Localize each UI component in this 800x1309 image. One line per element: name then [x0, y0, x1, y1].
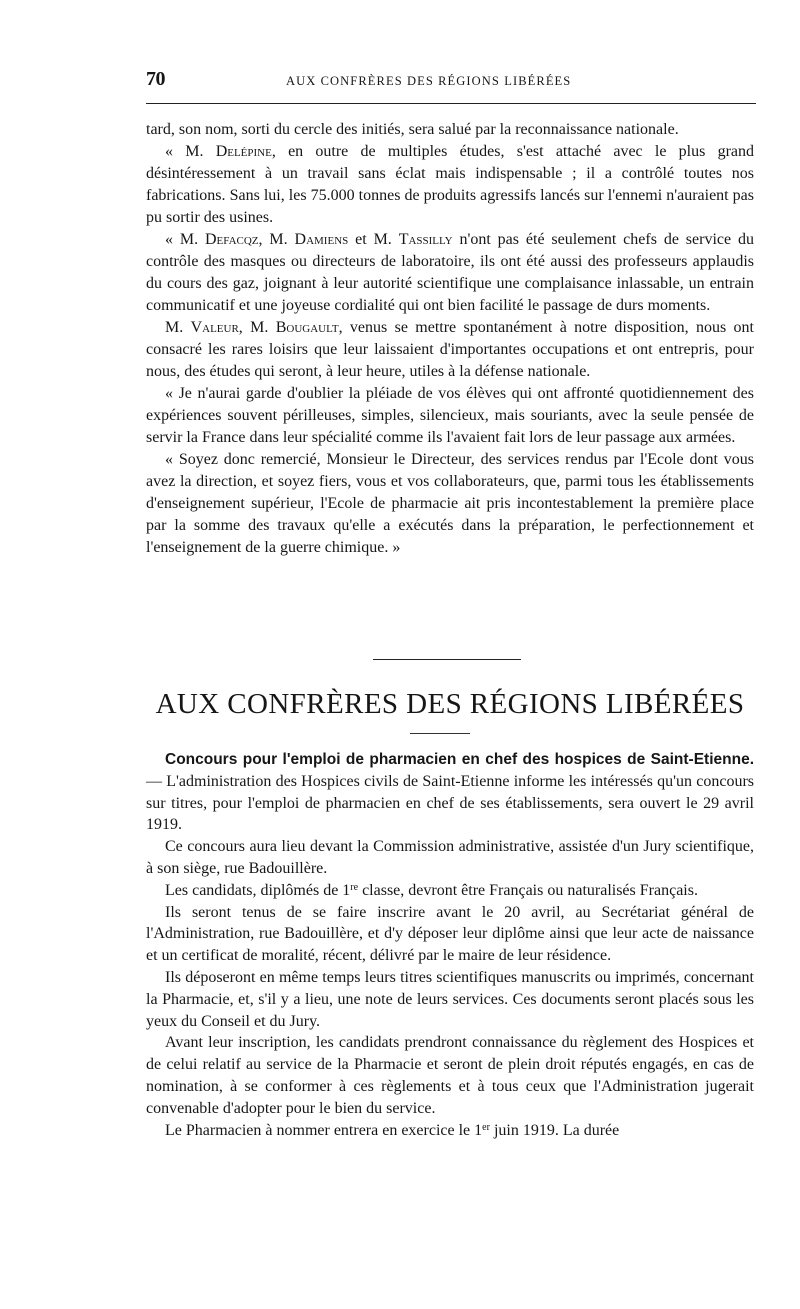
- paragraph-5: « Je n'aurai garde d'oublier la pléiade de vos élèves qui ont affronté quotidiennement des expériences souvent périlleuses, simples, silencieux, mais souriants, avec la seule pensée de servir la France dans leur spécialité comme ils l'avaient fait lors de leur passage aux armées.: [146, 385, 754, 446]
- body-text: [146, 119, 754, 559]
- section-paragraph-6: Avant leur inscription, les candidats prendront connaissance du règlement des Hospices et de celui relatif au service de la Pharmacie et seront de plein droit réputés engagés, en cas de nomination, à se conformer à ces règlements et à tous ceux que l'Administration jugerait convenable d'adopter pour le bien du service.: [146, 1034, 754, 1117]
- section-separator: [373, 659, 521, 660]
- page-header: [146, 68, 756, 98]
- paragraph-3: « M. Defacqz, M. Damiens et M. Tassilly n'ont pas été seulement chefs de service du contrôle des masques ou directeurs de laboratoire, ils ont été aussi des professeurs applaudis du cours des gaz, joignant à leur autorité scientifique une complaisance inlassable, un entrain communicatif et une joyeuse cordialité qui ont bien facilité le passage de durs moments.: [146, 231, 754, 314]
- name-valeur: Valeur: [190, 319, 239, 336]
- section-paragraph-2: Ce concours aura lieu devant la Commission administrative, assistée d'un Jury scientifique, à son siège, rue Badouillère.: [146, 838, 754, 877]
- name-bougault: Bougault: [275, 319, 339, 336]
- header-rule: [146, 103, 756, 104]
- name-delepine: Delépine: [215, 143, 272, 160]
- paragraph-6: « Soyez donc remercié, Monsieur le Directeur, des services rendus par l'Ecole dont vous avez la direction, et soyez fiers, vous et vos collaborateurs, que, parmi tous les établissements d'enseignement supérieur, l'Ecole de pharmacie ait pris incontestablement la première place par la somme des travaux qu'elle a exécutés dans la préparation, le perfectionnement et l'enseignement de la guerre chimique. »: [146, 451, 754, 556]
- paragraph-2: « M. Delépine, en outre de multiples études, s'est attaché avec le plus grand désintéressement à un travail sans éclat mais indispensable ; il a contrôlé toutes nos fabrications. Sans lui, les 75.000 tonnes de produits agressifs lancés sur l'ennemi n'auraient pas pu sortir des usines.: [146, 143, 754, 226]
- section-text: [146, 749, 754, 1141]
- section-paragraph-3: Les candidats, diplômés de 1re classe, devront être Français ou naturalisés Français.: [165, 881, 698, 899]
- paragraph-4: M. Valeur, M. Bougault, venus se mettre spontanément à notre disposition, nous ont consacré les rares loisirs que leur laissaient d'importantes occupations et ont entrepris, pour nous, des études qui seront, à leur heure, utiles à la défense nationale.: [146, 319, 754, 380]
- section-paragraph-7: Le Pharmacien à nommer entrera en exercice le 1er juin 1919. La durée: [165, 1121, 620, 1139]
- section-paragraph-4: Ils seront tenus de se faire inscrire avant le 20 avril, au Secrétariat général de l'Administration, rue Badouillère, et d'y déposer leur diplôme ainsi que leur acte de naissance et un certificat de moralité, récent, délivré par le maire de leur résidence.: [146, 903, 754, 965]
- name-tassilly: Tassilly: [398, 231, 453, 248]
- section-paragraph-1: Concours pour l'emploi de pharmacien en chef des hospices de Saint-Etienne. — L'administration des Hospices civils de Saint-Etienne informe les intéressés qu'un concours sur titres, pour l'emploi de pharmacien en chef de ses établissements, sera ouvert le 29 avril 1919.: [146, 751, 754, 834]
- section-paragraph-5: Ils déposeront en même temps leurs titres scientifiques manuscrits ou imprimés, concernant la Pharmacie, et, s'il y a lieu, une note de leurs services. Ces documents seront placés sous les yeux du Conseil et du Jury.: [146, 968, 754, 1030]
- running-head: AUX CONFRÈRES DES RÉGIONS LIBÉRÉES: [286, 74, 572, 88]
- title-underline: [410, 733, 470, 734]
- section-title: AUX CONFRÈRES DES RÉGIONS LIBÉRÉES: [155, 688, 745, 720]
- name-defacqz: Defacqz: [205, 231, 259, 248]
- paragraph-1: tard, son nom, sorti du cercle des initiés, sera salué par la reconnaissance nationale.: [146, 121, 679, 138]
- name-damiens: Damiens: [294, 231, 349, 248]
- announcement-heading: Concours pour l'emploi de pharmacien en chef des hospices de Saint-Etienne.: [165, 751, 754, 768]
- page-number: 70: [146, 68, 165, 90]
